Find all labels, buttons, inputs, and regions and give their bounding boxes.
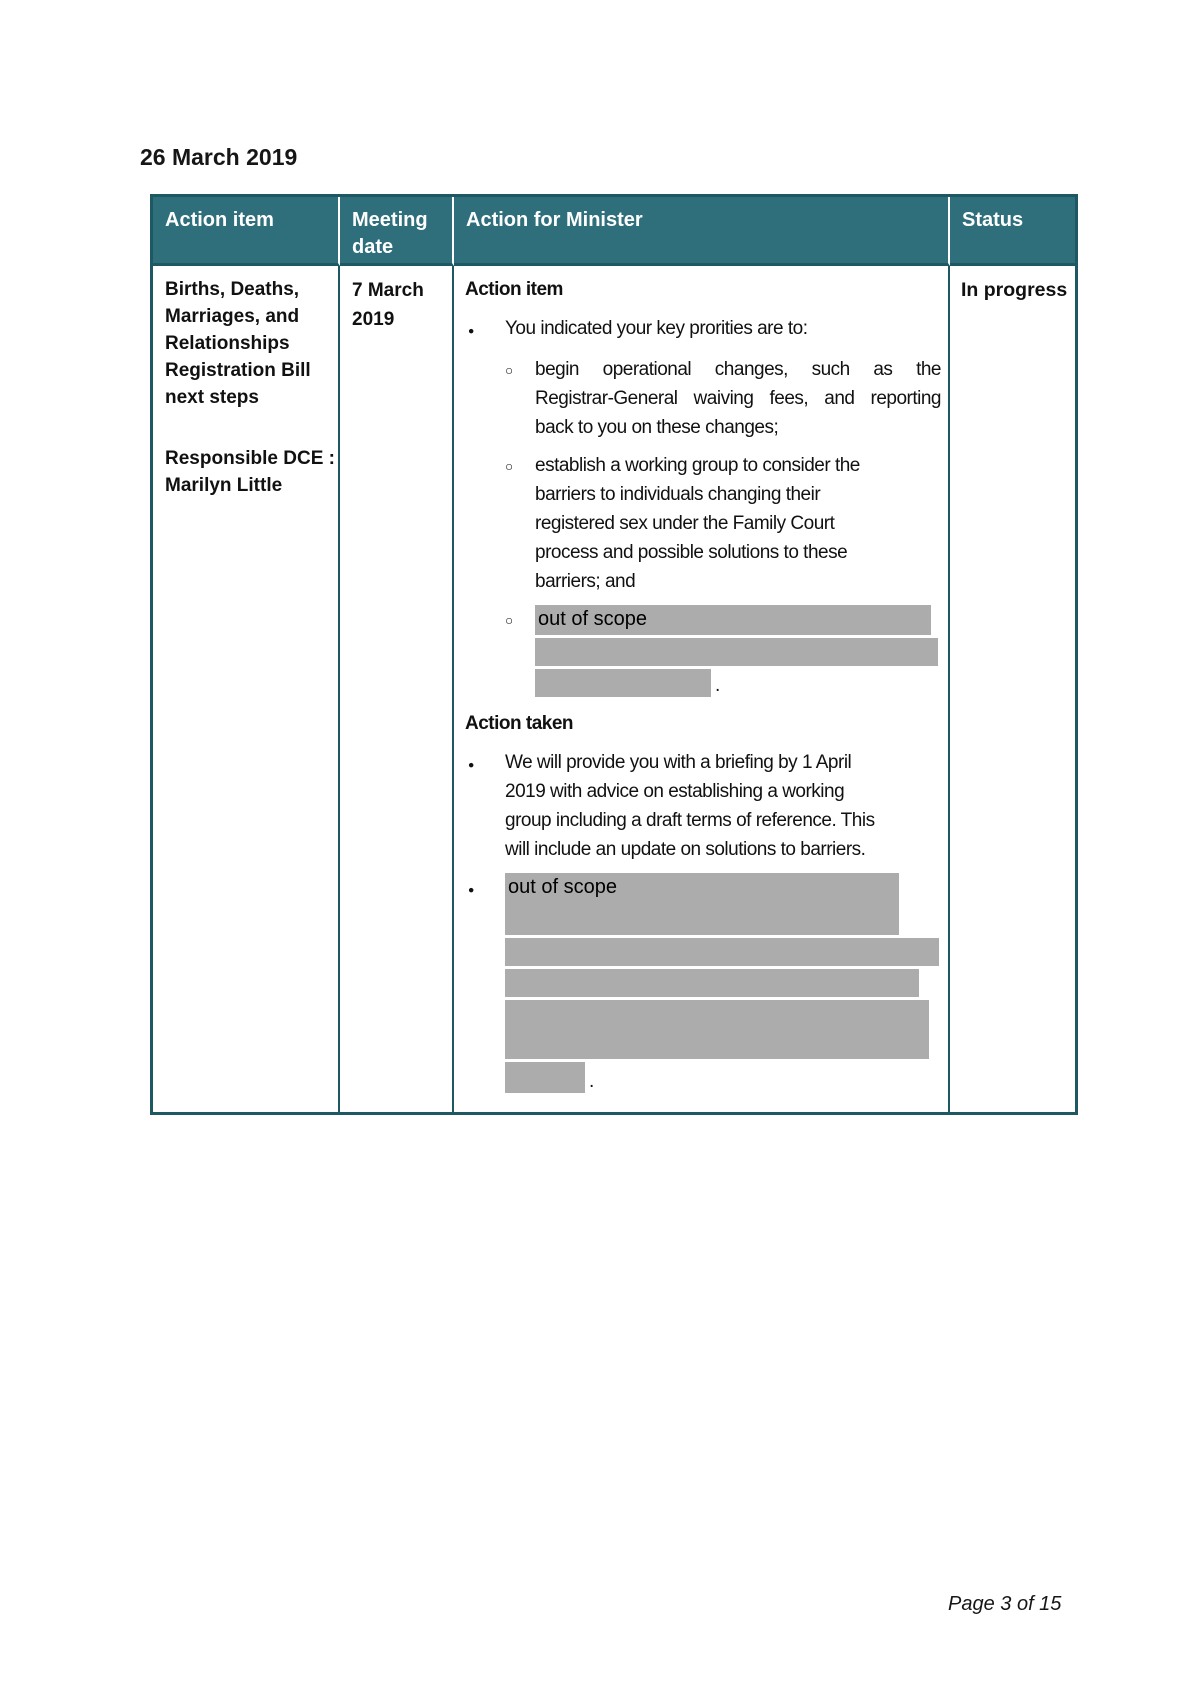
bullet-action-taken — [465, 748, 941, 864]
bullet-circle-icon — [503, 605, 535, 697]
redaction-row — [505, 1062, 939, 1093]
redaction-block — [535, 669, 711, 697]
redaction-group — [535, 605, 938, 697]
bullet-dot-icon — [465, 314, 505, 346]
bullet-circle-icon — [503, 355, 535, 442]
text-line: Marilyn Little — [165, 475, 283, 496]
date-heading: 26 March 2019 — [140, 144, 298, 170]
cell-status — [950, 266, 1075, 1112]
redaction-block — [535, 638, 938, 666]
bullet-dot-icon — [465, 873, 505, 1093]
cell-meeting-date — [340, 266, 454, 1112]
text-line: registered sex under the Family Court — [535, 513, 835, 534]
trailing-period: . — [589, 1071, 595, 1092]
redaction-block — [505, 1062, 585, 1093]
page-number: Page 3 of 15 — [948, 1593, 1062, 1615]
redaction-label: out of scope — [508, 876, 617, 898]
redaction-block — [505, 1000, 929, 1059]
redaction-row — [535, 669, 938, 697]
redaction-block — [505, 969, 919, 997]
text-line: barriers to individuals changing their — [535, 484, 821, 505]
bullet-text — [505, 314, 941, 346]
bullet-key-priorities — [465, 314, 941, 346]
action-item-title: Births, Deaths, Marriages, and Relationships Registration Bill next steps — [165, 279, 311, 408]
text-line: Responsible DCE : — [165, 448, 335, 469]
trailing-period: . — [715, 675, 721, 696]
bullet-circle-icon — [503, 451, 535, 596]
text-line: barriers; and — [535, 571, 636, 592]
text-line: back to you on these changes; — [535, 417, 779, 438]
header-meeting-date: Meeting date — [340, 197, 454, 266]
sub-bullet-working-group — [503, 451, 941, 596]
header-action-item: Action item — [153, 197, 340, 266]
header-status: Status — [950, 197, 1075, 266]
cell-action-item — [153, 266, 340, 1112]
redaction-group — [505, 873, 939, 1093]
bullet-redacted — [465, 873, 941, 1093]
meeting-date-value: 7 March 2019 — [352, 280, 424, 330]
sub-bullet-text — [535, 451, 941, 596]
sub-bullet-text — [535, 355, 941, 442]
text-line: We will provide you with a briefing by 1 April — [505, 752, 852, 773]
redaction-block — [535, 605, 931, 635]
action-items-table — [150, 194, 1078, 1115]
status-value: In progress — [961, 279, 1068, 301]
responsible-dce — [165, 445, 334, 499]
sub-bullet-redacted — [503, 605, 941, 697]
redaction-block — [505, 873, 899, 935]
text-line: Registrar-General waiving fees, and reporting — [535, 388, 941, 409]
header-action-for-minister: Action for Minister — [454, 197, 950, 266]
text-line: begin operational changes, such as the — [535, 359, 941, 380]
text-line: You indicated your key prorities are to: — [505, 318, 808, 339]
text-line: will include an update on solutions to barriers. — [505, 839, 866, 860]
text-line: 2019 with advice on establishing a working — [505, 781, 845, 802]
cell-action-for-minister — [454, 266, 950, 1112]
action-taken-subheading: Action taken — [465, 713, 574, 734]
bullet-dot-icon — [465, 748, 505, 864]
sub-bullet-operational-changes — [503, 355, 941, 442]
bullet-text — [505, 748, 941, 864]
text-line: process and possible solutions to these — [535, 542, 848, 563]
text-line: establish a working group to consider the — [535, 455, 860, 476]
action-item-subheading: Action item — [465, 279, 563, 300]
redaction-label: out of scope — [538, 608, 647, 630]
redaction-block — [505, 938, 939, 966]
text-line: group including a draft terms of reference. This — [505, 810, 875, 831]
